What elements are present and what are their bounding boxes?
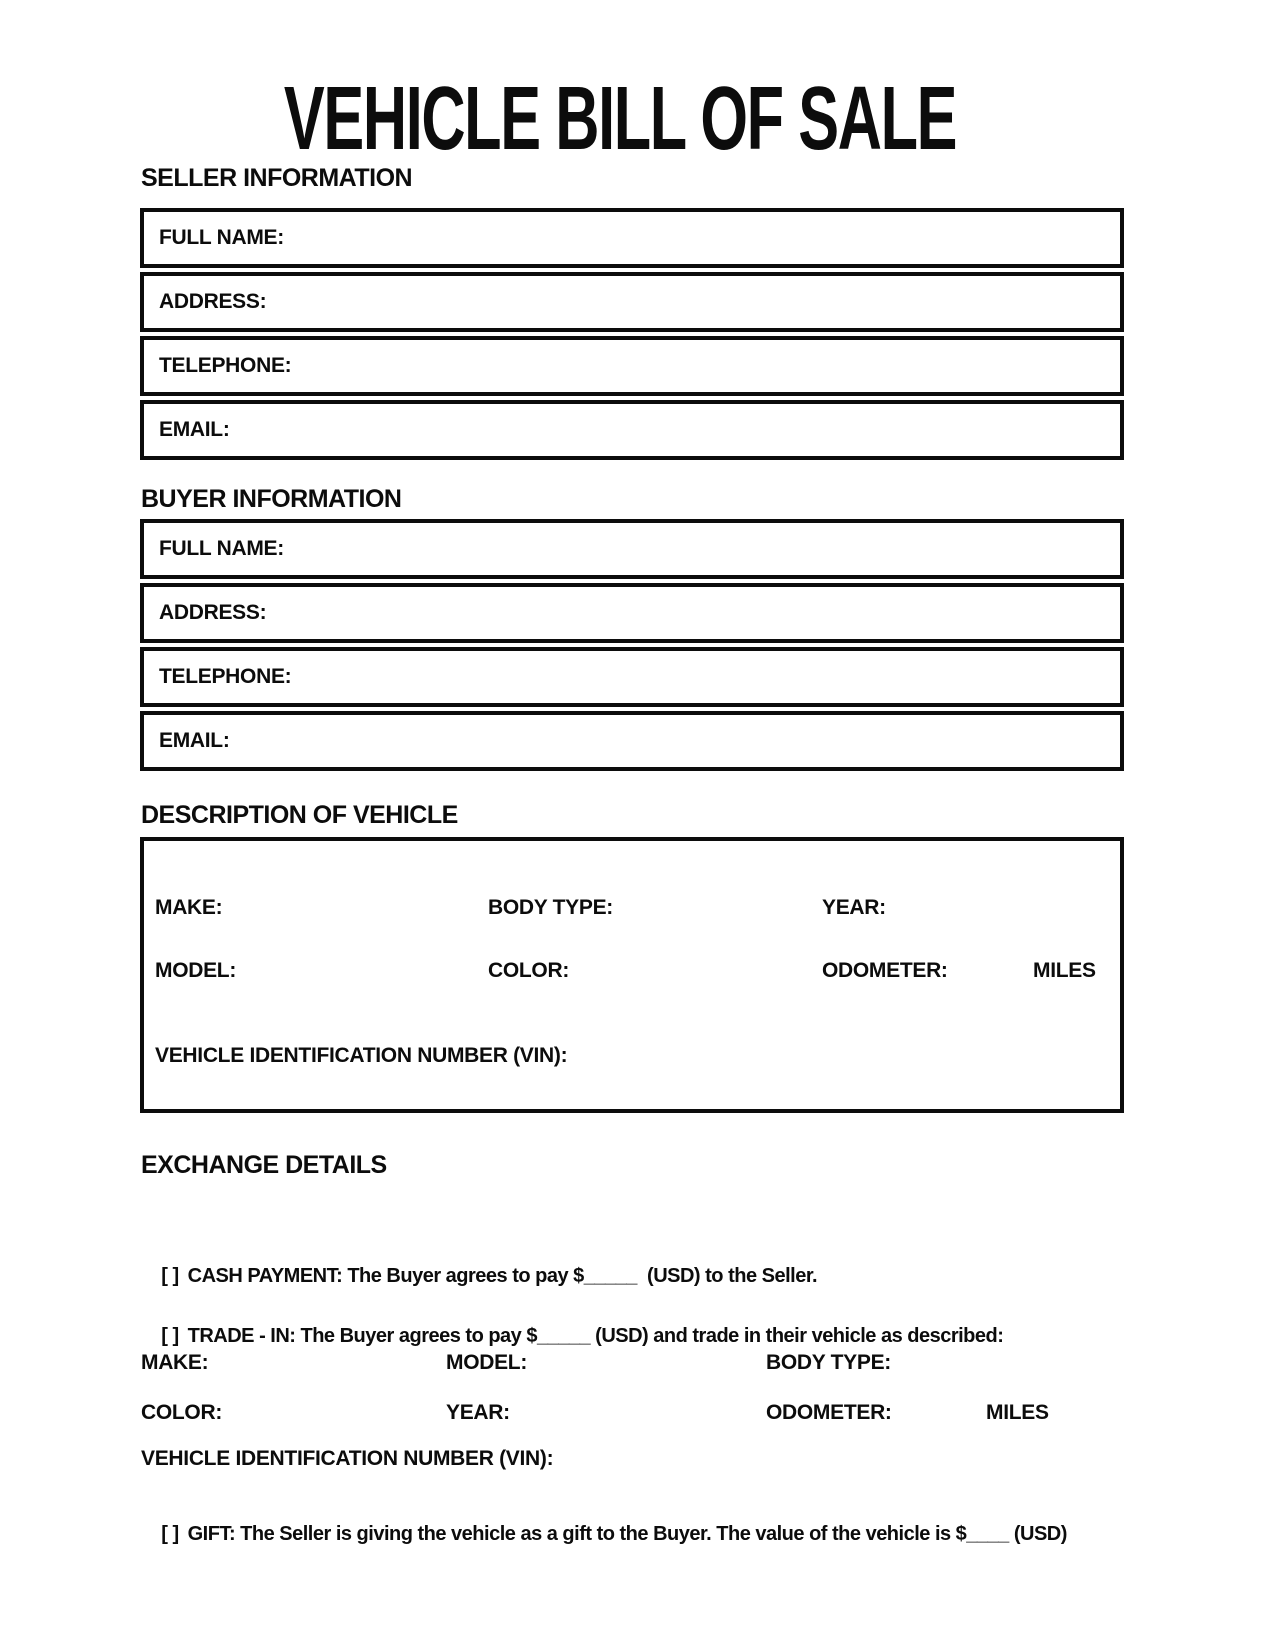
vehicle-model-input[interactable]: [239, 956, 469, 984]
vehicle-year-label: YEAR:: [822, 896, 886, 919]
seller-full-name-row: [140, 208, 1124, 268]
vehicle-vin-label: VEHICLE IDENTIFICATION NUMBER (VIN):: [155, 1044, 568, 1067]
buyer-address-label: ADDRESS:: [159, 601, 267, 624]
trade-model-input[interactable]: [526, 1348, 746, 1376]
trade-odometer-input[interactable]: [886, 1398, 976, 1426]
trade-in-text: TRADE - IN: The Buyer agrees to pay $_____ (USD) and trade in their vehicle as described:: [187, 1325, 1004, 1347]
seller-address-input[interactable]: [266, 276, 1120, 328]
gift-option: [141, 1498, 1067, 1570]
vehicle-color-label: COLOR:: [488, 959, 570, 982]
vehicle-body-type-label: BODY TYPE:: [488, 896, 613, 919]
seller-telephone-row: [140, 336, 1124, 396]
buyer-email-input[interactable]: [230, 715, 1120, 767]
vehicle-make-input[interactable]: [229, 893, 469, 921]
trade-vin-input[interactable]: [531, 1444, 1111, 1472]
seller-email-label: EMAIL:: [159, 418, 230, 441]
buyer-telephone-input[interactable]: [291, 651, 1120, 703]
vehicle-year-input[interactable]: [892, 893, 1102, 921]
trade-miles-unit-label: MILES: [986, 1401, 1049, 1424]
buyer-email-label: EMAIL:: [159, 729, 230, 752]
trade-body-type-label: BODY TYPE:: [766, 1351, 891, 1374]
trade-body-type-input[interactable]: [886, 1348, 1106, 1376]
buyer-telephone-row: [140, 647, 1124, 707]
vehicle-vin-input[interactable]: [544, 1041, 1104, 1069]
trade-year-label: YEAR:: [446, 1401, 510, 1424]
vehicle-miles-unit-label: MILES: [1033, 959, 1096, 982]
exchange-section-heading: EXCHANGE DETAILS: [141, 1151, 387, 1179]
cash-payment-checkbox[interactable]: [ ]: [161, 1265, 179, 1287]
trade-odometer-label: ODOMETER:: [766, 1401, 892, 1424]
seller-email-input[interactable]: [230, 404, 1120, 456]
seller-telephone-input[interactable]: [291, 340, 1120, 392]
buyer-address-row: [140, 583, 1124, 643]
trade-vin-label: VEHICLE IDENTIFICATION NUMBER (VIN):: [141, 1447, 554, 1470]
trade-make-input[interactable]: [211, 1348, 431, 1376]
vehicle-model-label: MODEL:: [155, 959, 237, 982]
vehicle-body-type-input[interactable]: [614, 893, 804, 921]
vehicle-make-label: MAKE:: [155, 896, 223, 919]
trade-year-input[interactable]: [511, 1398, 741, 1426]
buyer-full-name-input[interactable]: [284, 523, 1120, 575]
vehicle-odometer-label: ODOMETER:: [822, 959, 948, 982]
seller-full-name-label: FULL NAME:: [159, 226, 284, 249]
buyer-section-heading: BUYER INFORMATION: [141, 485, 402, 513]
buyer-email-row: [140, 711, 1124, 771]
seller-info-box: [140, 208, 1124, 464]
seller-address-label: ADDRESS:: [159, 290, 267, 313]
seller-email-row: [140, 400, 1124, 460]
gift-checkbox[interactable]: [ ]: [161, 1523, 179, 1545]
trade-color-label: COLOR:: [141, 1401, 223, 1424]
seller-section-heading: SELLER INFORMATION: [141, 164, 413, 192]
buyer-full-name-row: [140, 519, 1124, 579]
buyer-telephone-label: TELEPHONE:: [159, 665, 292, 688]
trade-color-input[interactable]: [216, 1398, 426, 1426]
trade-in-checkbox[interactable]: [ ]: [161, 1325, 179, 1347]
vehicle-section-heading: DESCRIPTION OF VEHICLE: [141, 801, 458, 829]
trade-in-vin-row: [141, 1448, 1131, 1478]
trade-in-vehicle-row-2: [141, 1402, 1131, 1432]
vehicle-description-box: [140, 837, 1124, 1113]
seller-telephone-label: TELEPHONE:: [159, 354, 292, 377]
trade-in-vehicle-row-1: [141, 1352, 1131, 1382]
buyer-full-name-label: FULL NAME:: [159, 537, 284, 560]
vehicle-odometer-input[interactable]: [944, 956, 1024, 984]
gift-text: GIFT: The Seller is giving the vehicle as a gift to the Buyer. The value of the vehicle is $____ (USD): [187, 1523, 1067, 1545]
cash-payment-text: CASH PAYMENT: The Buyer agrees to pay $_____ (USD) to the Seller.: [187, 1265, 818, 1287]
seller-full-name-input[interactable]: [284, 212, 1120, 264]
trade-make-label: MAKE:: [141, 1351, 209, 1374]
buyer-info-box: [140, 519, 1124, 775]
buyer-address-input[interactable]: [266, 587, 1120, 639]
page-title: VEHICLE BILL OF SALE: [283, 69, 957, 169]
seller-address-row: [140, 272, 1124, 332]
vehicle-color-input[interactable]: [569, 956, 799, 984]
trade-model-label: MODEL:: [446, 1351, 528, 1374]
